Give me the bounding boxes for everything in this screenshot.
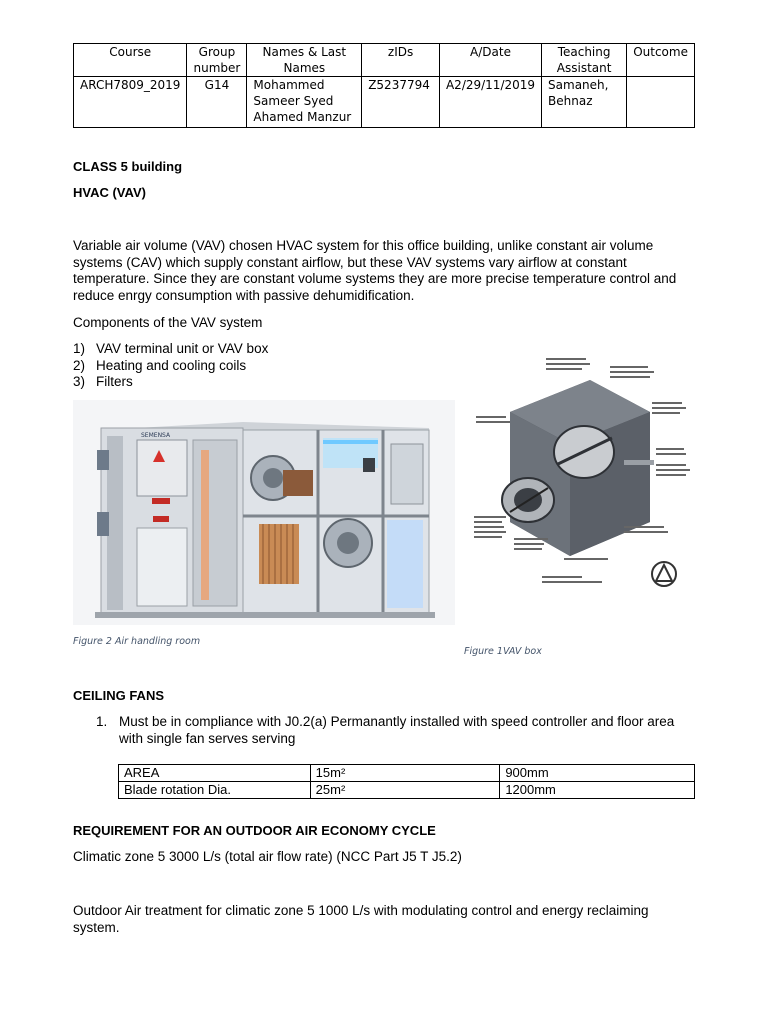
economy-heading: REQUIREMENT FOR AN OUTDOOR AIR ECONOMY CYCLE xyxy=(73,823,436,838)
components-title: Components of the VAV system xyxy=(73,315,263,330)
fans-table xyxy=(118,764,695,799)
ceiling-fans-heading: CEILING FANS xyxy=(73,688,165,703)
fans-list-item: 1. Must be in compliance with J0.2(a) Permanantly installed with speed controller and floor area with single fan serves serving xyxy=(96,714,675,746)
brand-label: SEMENSA xyxy=(141,432,171,439)
header-table-row xyxy=(74,77,695,128)
components-list xyxy=(73,341,268,391)
table-cell: AREA xyxy=(119,765,311,782)
col-ta: Teaching Assistant xyxy=(542,44,627,77)
table-cell: 1200mm xyxy=(500,782,695,799)
table-row xyxy=(119,765,695,782)
intro-paragraph: Variable air volume (VAV) chosen HVAC system for this office building, unlike constant air volume systems (CAV) which supply constant airflow, but these VAV systems vary airflow at constant temperature. Since they are constant volume systems they are more precise temperature control and reduce enrgy consumption with passive dehumidification. xyxy=(73,238,677,303)
cell-date: A2/29/11/2019 xyxy=(439,77,541,128)
header-table xyxy=(73,43,695,128)
list-item: 1) VAV terminal unit or VAV box xyxy=(73,341,269,356)
air-handling-unit-figure xyxy=(73,400,455,625)
list-item: 3) Filters xyxy=(73,374,133,389)
figure-2-caption: Figure 2 Air handling room xyxy=(73,636,201,647)
hvac-heading: HVAC (VAV) xyxy=(73,185,146,200)
col-outcome: Outcome xyxy=(627,44,695,77)
cell-group: G14 xyxy=(187,77,247,128)
cell-outcome xyxy=(627,77,695,128)
col-zids: zIDs xyxy=(362,44,440,77)
table-cell: 25m² xyxy=(310,782,500,799)
vav-box-figure xyxy=(474,352,690,590)
cell-course: ARCH7809_2019 xyxy=(74,77,187,128)
list-item: 2) Heating and cooling coils xyxy=(73,357,247,373)
col-course: Course xyxy=(74,44,187,77)
figure-1-caption: Figure 1VAV box xyxy=(464,646,542,657)
table-cell: Blade rotation Dia. xyxy=(119,782,311,799)
table-cell: 900mm xyxy=(500,765,695,782)
table-row xyxy=(119,782,695,799)
table-cell: 15m² xyxy=(310,765,500,782)
climatic-paragraph: Climatic zone 5 3000 L/s (total air flow rate) (NCC Part J5 T J5.2) xyxy=(73,849,462,864)
cell-zid: Z5237794 xyxy=(362,77,440,128)
col-date: A/Date xyxy=(439,44,541,77)
col-names: Names & Last Names xyxy=(247,44,362,77)
cell-names: Mohammed Sameer Syed Ahamed Manzur xyxy=(247,77,362,128)
col-group: Group number xyxy=(187,44,247,77)
cell-ta: Samaneh, Behnaz xyxy=(542,77,627,128)
class-heading: CLASS 5 building xyxy=(73,159,183,174)
header-table-head-row xyxy=(74,44,695,77)
outdoor-paragraph: Outdoor Air treatment for climatic zone 5 1000 L/s with modulating control and energy reclaiming system. xyxy=(73,903,649,935)
